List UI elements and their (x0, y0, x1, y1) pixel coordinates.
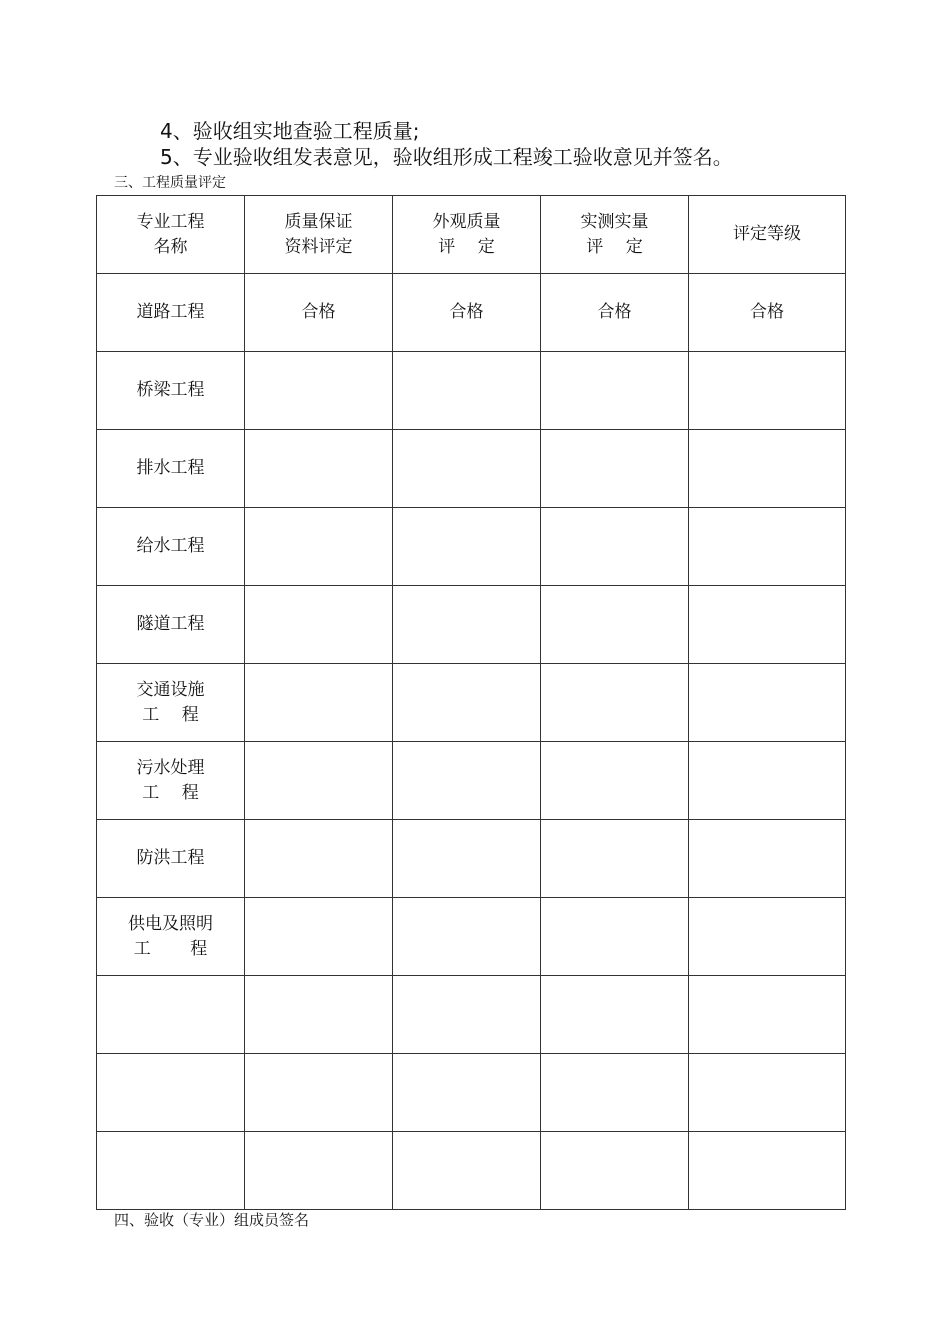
assessment-cell (393, 586, 541, 664)
assessment-cell: 合格 (689, 274, 846, 352)
header-cell: 专业工程 名称 (97, 196, 245, 274)
assessment-cell (541, 1132, 689, 1210)
table-row (97, 664, 846, 742)
assessment-cell (689, 586, 846, 664)
table-header-row (97, 196, 846, 274)
step-5-text: 5、专业验收组发表意见，验收组形成工程竣工验收意见并签名。 (160, 145, 733, 169)
assessment-cell (393, 352, 541, 430)
project-name-cell: 污水处理 工 程 (97, 742, 245, 820)
table-row (97, 1054, 846, 1132)
project-name-cell (97, 1132, 245, 1210)
table-row (97, 820, 846, 898)
project-name-cell: 道路工程 (97, 274, 245, 352)
table-row (97, 430, 846, 508)
assessment-cell (689, 742, 846, 820)
assessment-cell (393, 820, 541, 898)
project-name-cell: 防洪工程 (97, 820, 245, 898)
table-row (97, 742, 846, 820)
project-name-cell: 排水工程 (97, 430, 245, 508)
assessment-cell (245, 508, 393, 586)
assessment-cell (541, 352, 689, 430)
table-row (97, 274, 846, 352)
assessment-cell (245, 430, 393, 508)
assessment-cell (245, 976, 393, 1054)
assessment-cell (541, 1054, 689, 1132)
assessment-cell (393, 430, 541, 508)
header-cell: 外观质量 评 定 (393, 196, 541, 274)
assessment-cell (245, 1054, 393, 1132)
header-cell: 实测实量 评 定 (541, 196, 689, 274)
assessment-cell (541, 742, 689, 820)
section-4-title: 四、验收（专业）组成员签名 (114, 1211, 310, 1229)
assessment-cell (689, 508, 846, 586)
assessment-cell (245, 586, 393, 664)
assessment-cell (393, 976, 541, 1054)
assessment-cell (689, 976, 846, 1054)
project-name-cell: 给水工程 (97, 508, 245, 586)
assessment-cell (393, 1054, 541, 1132)
quality-assessment-table (96, 195, 846, 1210)
project-name-cell: 隧道工程 (97, 586, 245, 664)
table-row (97, 586, 846, 664)
step-4-text: 4、验收组实地查验工程质量; (160, 119, 420, 143)
assessment-cell (245, 664, 393, 742)
assessment-cell: 合格 (541, 274, 689, 352)
assessment-cell: 合格 (393, 274, 541, 352)
assessment-cell (245, 352, 393, 430)
assessment-cell (689, 1132, 846, 1210)
assessment-cell (393, 1132, 541, 1210)
assessment-cell (245, 742, 393, 820)
section-3-title: 三、工程质量评定 (114, 175, 226, 191)
table-row (97, 352, 846, 430)
table-row (97, 508, 846, 586)
assessment-cell (541, 430, 689, 508)
assessment-cell (245, 820, 393, 898)
assessment-cell (541, 508, 689, 586)
assessment-cell (393, 898, 541, 976)
project-name-cell: 桥梁工程 (97, 352, 245, 430)
header-cell: 评定等级 (689, 196, 846, 274)
assessment-cell (541, 664, 689, 742)
header-cell: 质量保证 资料评定 (245, 196, 393, 274)
assessment-cell (393, 508, 541, 586)
table-row (97, 1132, 846, 1210)
assessment-cell (689, 352, 846, 430)
assessment-cell (541, 820, 689, 898)
assessment-cell (541, 976, 689, 1054)
assessment-cell (689, 898, 846, 976)
assessment-cell (393, 664, 541, 742)
table-row (97, 898, 846, 976)
assessment-cell (689, 1054, 846, 1132)
project-name-cell: 供电及照明 工 程 (97, 898, 245, 976)
assessment-cell (245, 898, 393, 976)
project-name-cell (97, 976, 245, 1054)
assessment-cell (541, 898, 689, 976)
assessment-cell (393, 742, 541, 820)
assessment-cell: 合格 (245, 274, 393, 352)
assessment-cell (689, 664, 846, 742)
project-name-cell: 交通设施 工 程 (97, 664, 245, 742)
assessment-cell (689, 430, 846, 508)
assessment-cell (689, 820, 846, 898)
assessment-cell (245, 1132, 393, 1210)
project-name-cell (97, 1054, 245, 1132)
assessment-cell (541, 586, 689, 664)
table-row (97, 976, 846, 1054)
